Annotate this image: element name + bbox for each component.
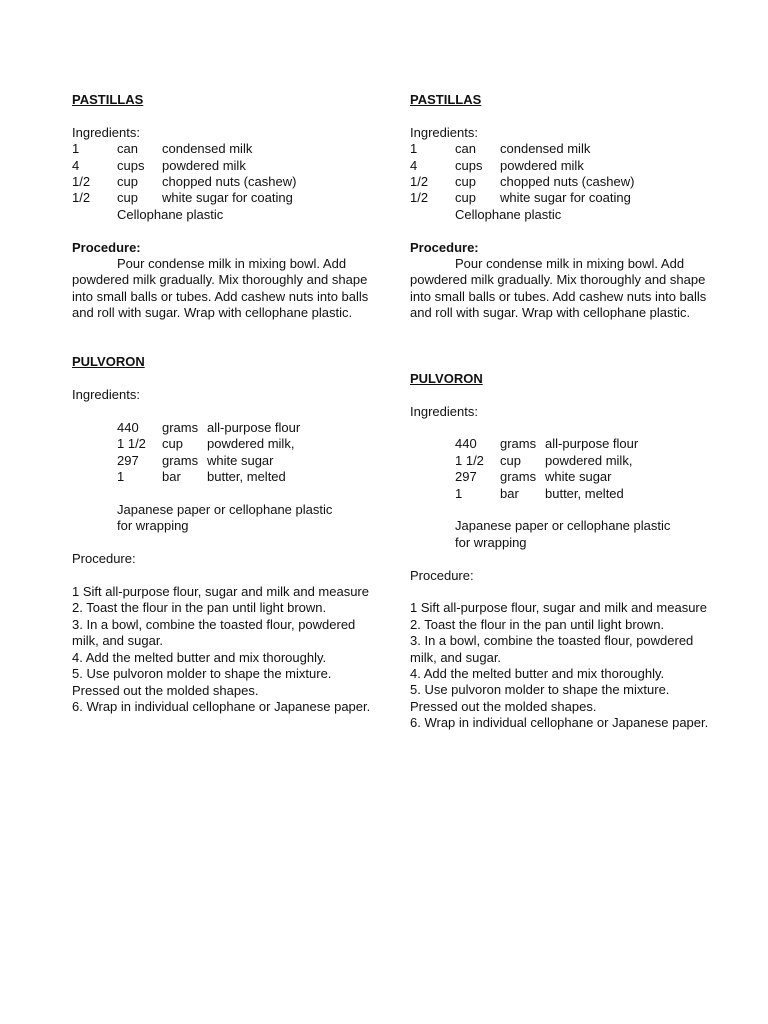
ingredient-item: condensed milk bbox=[162, 141, 253, 157]
ingredient-item: white sugar for coating bbox=[162, 190, 293, 206]
ingredient-unit: bar bbox=[162, 469, 181, 485]
ingredient-row bbox=[410, 158, 710, 174]
procedure-step: 3. In a bowl, combine the toasted flour, powdered milk, and sugar. bbox=[410, 633, 694, 665]
ingredient-item: chopped nuts (cashew) bbox=[162, 174, 297, 190]
ingredient-row bbox=[72, 190, 372, 206]
right-column bbox=[410, 92, 710, 732]
ingredient-qty: 1/2 bbox=[72, 174, 91, 190]
wrap-line-1: Japanese paper or cellophane plastic bbox=[455, 518, 671, 534]
ingredient-qty: 1 bbox=[72, 141, 80, 157]
ingredient-qty: 1 bbox=[455, 485, 463, 501]
ingredient-item: powdered milk, bbox=[207, 436, 295, 452]
ingredient-qty: 1 1/2 bbox=[117, 436, 146, 452]
ingredient-item: white sugar for coating bbox=[500, 190, 631, 206]
pulvoron-procedure-label: Procedure: bbox=[72, 551, 136, 567]
ingredient-unit: cup bbox=[500, 452, 521, 468]
procedure-step: 4. Add the melted butter and mix thoroughly. bbox=[72, 649, 327, 665]
ingredient-unit: bar bbox=[500, 485, 519, 501]
wrap-line-1: Japanese paper or cellophane plastic bbox=[117, 502, 333, 518]
procedure-step: 3. In a bowl, combine the toasted flour, powdered milk, and sugar. bbox=[72, 616, 356, 649]
ingredient-row bbox=[72, 453, 372, 469]
ingredient-row bbox=[410, 190, 710, 206]
procedure-step: 1 Sift all-purpose flour, sugar and milk and measure bbox=[72, 584, 369, 600]
ingredient-qty: 1 bbox=[117, 469, 125, 485]
ingredient-item: powdered milk, bbox=[545, 452, 633, 468]
pastillas-procedure-label: Procedure: bbox=[72, 239, 141, 255]
pastillas-ingredients-label: Ingredients: bbox=[410, 124, 478, 140]
pastillas-ingredients-label: Ingredients: bbox=[72, 124, 140, 140]
left-column bbox=[72, 92, 372, 715]
ingredient-qty: 1/2 bbox=[410, 190, 429, 206]
ingredient-row bbox=[72, 436, 372, 452]
ingredient-row bbox=[72, 174, 372, 190]
ingredient-qty: 1 bbox=[410, 141, 418, 157]
ingredient-row bbox=[410, 469, 710, 485]
wrap-line-2: for wrapping bbox=[117, 518, 189, 534]
ingredient-qty: 440 bbox=[455, 436, 477, 452]
ingredient-row bbox=[410, 486, 710, 502]
ingredient-item: butter, melted bbox=[207, 469, 286, 485]
ingredient-item: powdered milk bbox=[500, 157, 584, 173]
ingredient-row bbox=[410, 174, 710, 190]
ingredient-unit: grams bbox=[162, 420, 199, 436]
ingredient-item: all-purpose flour bbox=[207, 420, 301, 436]
pulvoron-title: PULVORON bbox=[410, 370, 483, 386]
ingredient-unit: cup bbox=[117, 190, 138, 206]
pastillas-procedure-text: Pour condense milk in mixing bowl. Add powdered milk gradually. Mix thoroughly and shape into small balls or tubes. Add cashew nuts into balls and roll with sugar. Wrap with cellophane plastic. bbox=[72, 256, 369, 321]
ingredient-unit: grams bbox=[162, 452, 199, 468]
pastillas-title: PASTILLAS bbox=[410, 92, 482, 107]
pulvoron-ingredients-label: Ingredients: bbox=[72, 387, 140, 403]
ingredient-item: condensed milk bbox=[500, 141, 591, 157]
pulvoron-title: PULVORON bbox=[72, 354, 145, 370]
pulvoron-ingredients-label: Ingredients: bbox=[410, 403, 478, 419]
ingredient-unit: cup bbox=[455, 174, 476, 190]
ingredient-qty: 1/2 bbox=[410, 174, 429, 190]
procedure-step: 4. Add the melted butter and mix thoroughly. bbox=[410, 666, 665, 682]
wrap-line-2: for wrapping bbox=[455, 534, 527, 550]
ingredient-row bbox=[72, 469, 372, 485]
ingredient-item: white sugar bbox=[545, 469, 612, 485]
ingredient-qty: 1/2 bbox=[72, 190, 91, 206]
ingredient-row bbox=[410, 436, 710, 452]
pastillas-procedure-label: Procedure: bbox=[410, 239, 479, 255]
procedure-step: 1 Sift all-purpose flour, sugar and milk and measure bbox=[410, 600, 707, 616]
ingredient-item: butter, melted bbox=[545, 485, 624, 501]
pulvoron-procedure-label: Procedure: bbox=[410, 567, 474, 583]
ingredient-unit: cup bbox=[117, 174, 138, 190]
ingredient-qty: 1 1/2 bbox=[455, 452, 484, 468]
procedure-step: 5. Use pulvoron molder to shape the mixture. Pressed out the molded shapes. bbox=[410, 682, 670, 714]
ingredient-row bbox=[72, 420, 372, 436]
ingredient-item: all-purpose flour bbox=[545, 436, 639, 452]
pastillas-procedure-text: Pour condense milk in mixing bowl. Add powdered milk gradually. Mix thoroughly and shape into small balls or tubes. Add cashew nuts into balls and roll with sugar. Wrap with cellophane plastic. bbox=[410, 256, 707, 321]
ingredient-item: powdered milk bbox=[162, 157, 246, 173]
procedure-step: 6. Wrap in individual cellophane or Japanese paper. bbox=[410, 715, 709, 731]
procedure-step: 5. Use pulvoron molder to shape the mixture. Pressed out the molded shapes. bbox=[72, 666, 332, 698]
ingredient-unit: can bbox=[455, 141, 476, 157]
ingredient-unit: cup bbox=[455, 190, 476, 206]
ingredient-item: white sugar bbox=[207, 452, 274, 468]
ingredient-unit: can bbox=[117, 141, 138, 157]
procedure-step: 2. Toast the flour in the pan until light brown. bbox=[410, 616, 665, 632]
ingredient-row bbox=[410, 453, 710, 469]
pastillas-title: PASTILLAS bbox=[72, 92, 144, 107]
ingredient-qty: 297 bbox=[117, 452, 139, 468]
ingredient-row bbox=[410, 141, 710, 157]
ingredient-unit: cups bbox=[455, 157, 483, 173]
procedure-step: 2. Toast the flour in the pan until light brown. bbox=[72, 600, 327, 616]
ingredient-qty: 440 bbox=[117, 420, 139, 436]
ingredient-row bbox=[72, 158, 372, 174]
ingredient-qty: 4 bbox=[410, 157, 418, 173]
ingredient-qty: 4 bbox=[72, 157, 80, 173]
ingredient-extra: Cellophane plastic bbox=[117, 206, 224, 222]
ingredient-item: chopped nuts (cashew) bbox=[500, 174, 635, 190]
procedure-step: 6. Wrap in individual cellophane or Japanese paper. bbox=[72, 698, 371, 714]
ingredient-unit: cups bbox=[117, 157, 145, 173]
ingredient-unit: cup bbox=[162, 436, 183, 452]
ingredient-qty: 297 bbox=[455, 469, 477, 485]
ingredient-extra: Cellophane plastic bbox=[455, 206, 562, 222]
ingredient-row bbox=[72, 141, 372, 157]
ingredient-unit: grams bbox=[500, 436, 537, 452]
ingredient-unit: grams bbox=[500, 469, 537, 485]
